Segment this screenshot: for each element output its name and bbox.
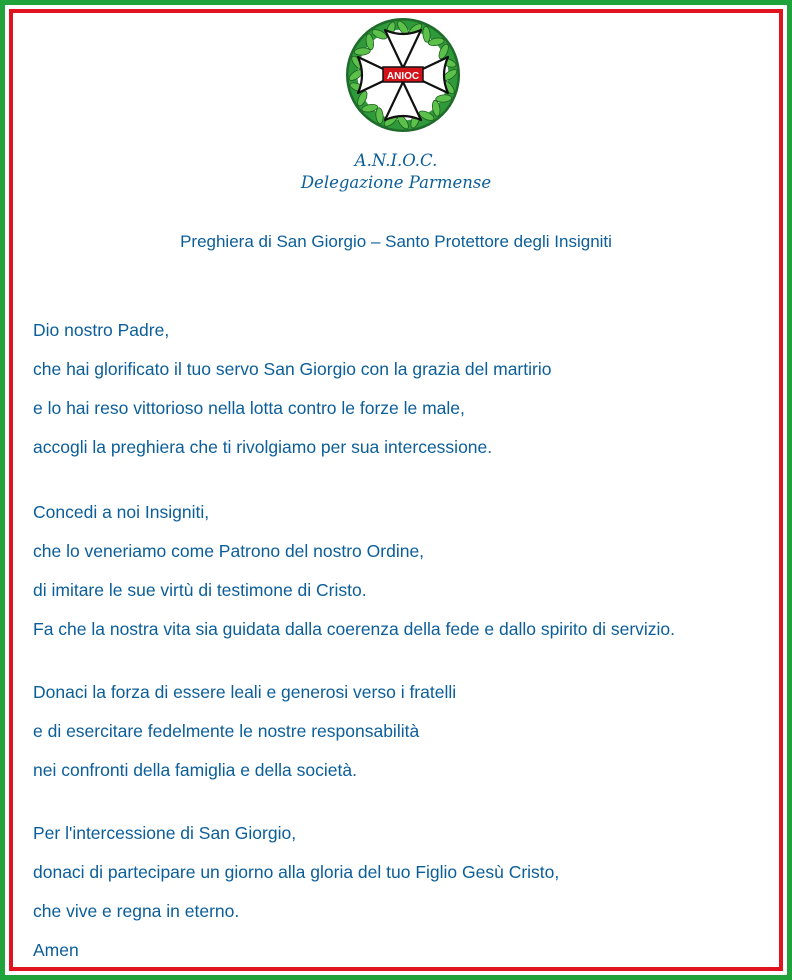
prayer-line: Donaci la forza di essere leali e generosi verso i fratelli <box>33 682 457 702</box>
prayer-amen: Amen <box>33 940 79 960</box>
prayer-line: Dio nostro Padre, <box>33 320 170 340</box>
prayer-line: accogli la preghiera che ti rivolgiamo per sua intercessione. <box>33 437 493 457</box>
anioc-emblem-icon <box>341 18 465 134</box>
prayer-line: Concedi a noi Insigniti, <box>33 502 210 522</box>
logo-badge-text: ANIOC <box>386 71 420 82</box>
prayer-line: e di esercitare fedelmente le nostre responsabilità <box>33 721 420 741</box>
prayer-line: Fa che la nostra vita sia guidata dalla coerenza della fede e dallo spirito di servizio. <box>33 619 676 639</box>
org-name: A.N.I.O.C. <box>354 151 438 170</box>
prayer-title: Preghiera di San Giorgio – Santo Protettore degli Insigniti <box>180 232 612 251</box>
prayer-line: di imitare le sue virtù di testimone di Cristo. <box>33 580 367 600</box>
prayer-line: donaci di partecipare un giorno alla gloria del tuo Figlio Gesù Cristo, <box>33 862 560 882</box>
delegation-name: Delegazione Parmense <box>300 173 492 192</box>
prayer-line: che vive e regna in eterno. <box>33 901 240 921</box>
prayer-line: e lo hai reso vittorioso nella lotta contro le forze le male, <box>33 398 465 418</box>
prayer-line: che lo veneriamo come Patrono del nostro Ordine, <box>33 541 425 561</box>
prayer-line: che hai glorificato il tuo servo San Giorgio con la grazia del martirio <box>33 359 552 379</box>
prayer-line: Per l'intercessione di San Giorgio, <box>33 823 297 843</box>
prayer-line: nei confronti della famiglia e della società. <box>33 760 357 780</box>
